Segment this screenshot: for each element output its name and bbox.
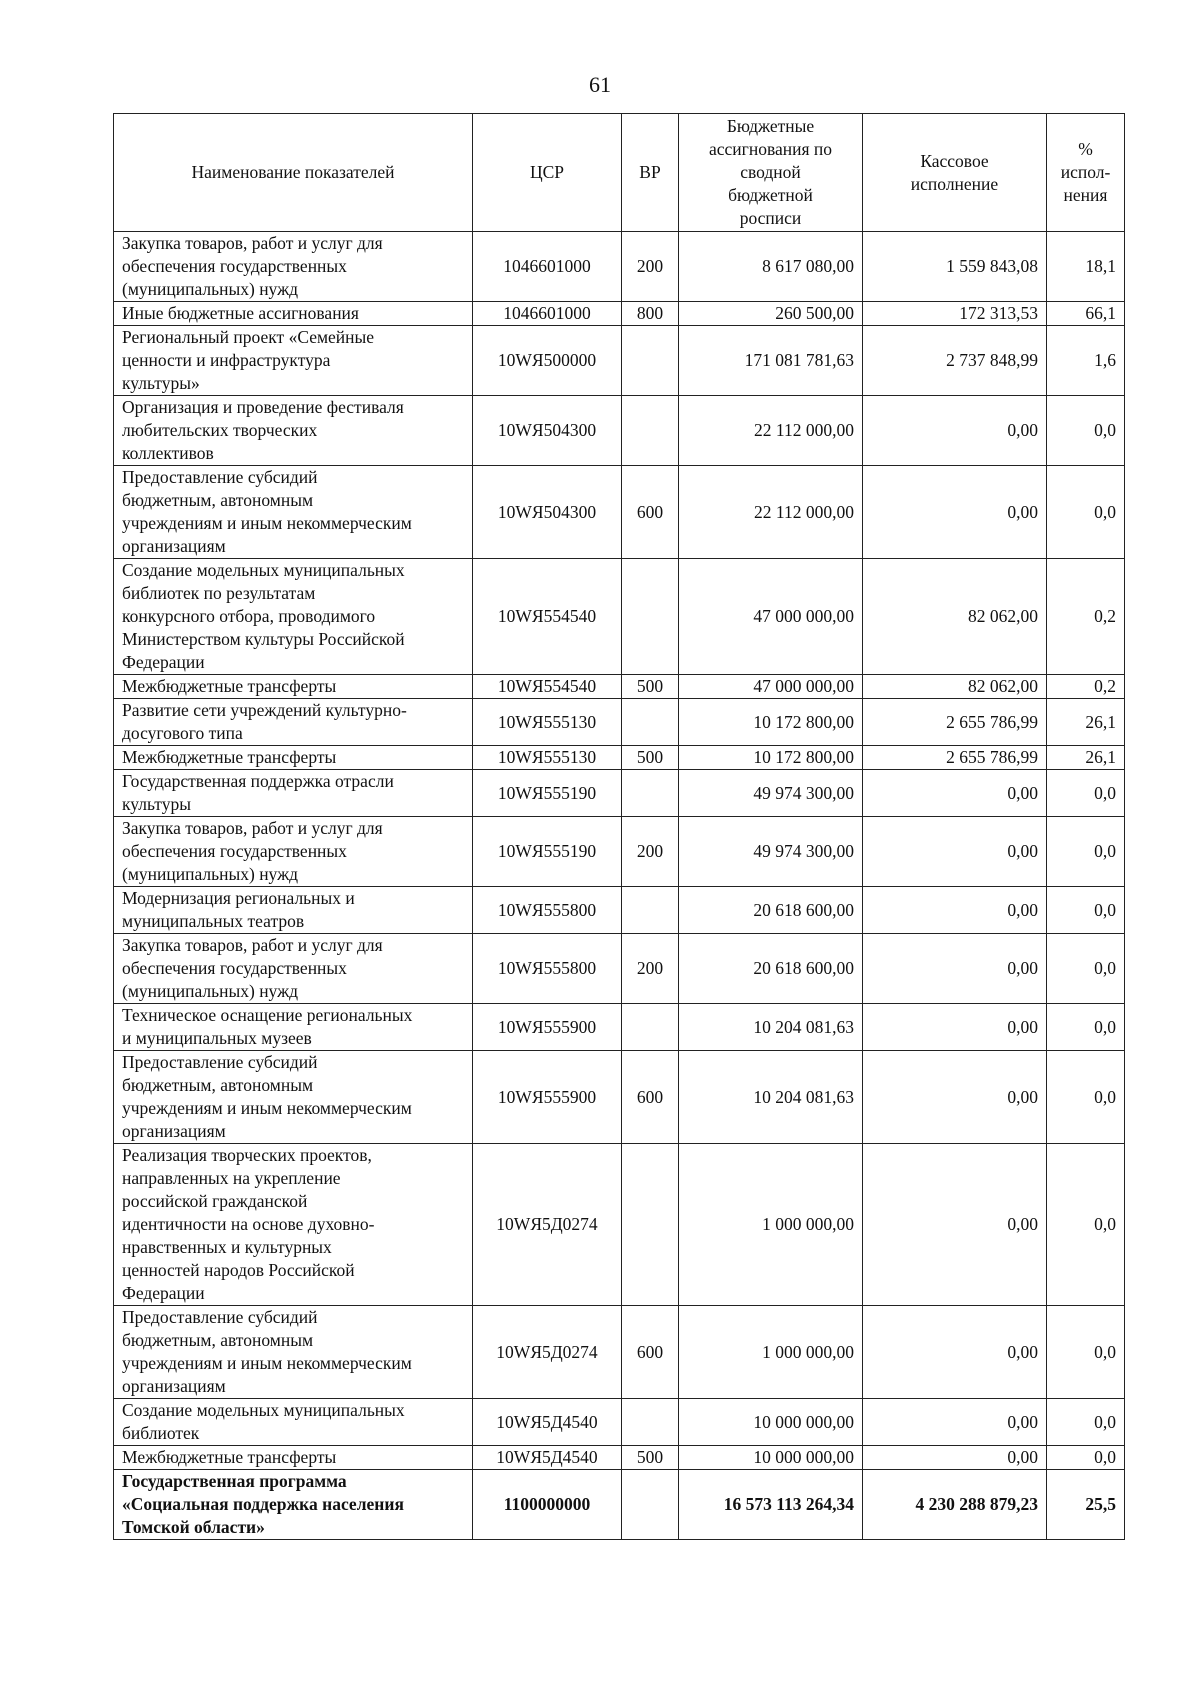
indicator-name-line: обеспечения государственных [122,841,347,861]
indicator-name-line: Министерством культуры Российской [122,629,405,649]
budget-allocation: 10 204 081,63 [679,1051,863,1144]
cash-execution: 0,00 [863,1051,1047,1144]
csr-code: 10WЯ504300 [473,466,622,559]
indicator-name-line: обеспечения государственных [122,958,347,978]
execution-percent: 0,0 [1047,1004,1125,1051]
budget-allocation: 10 172 800,00 [679,746,863,770]
csr-code: 1046601000 [473,232,622,302]
indicator-name-line: Закупка товаров, работ и услуг для [122,233,383,253]
indicator-name-line: Томской области» [122,1517,265,1537]
header-budget [679,114,863,232]
csr-code: 1046601000 [473,302,622,326]
vr-code [622,396,679,466]
indicator-name-line: «Социальная поддержка населения [122,1494,404,1514]
vr-code [622,1399,679,1446]
vr-code: 600 [622,466,679,559]
indicator-name-line: ценности и инфраструктура [122,350,331,370]
budget-allocation: 10 172 800,00 [679,699,863,746]
indicator-name-line: (муниципальных) нужд [122,279,299,299]
indicator-name [114,746,473,770]
indicator-name [114,1144,473,1306]
cash-execution: 0,00 [863,770,1047,817]
table-row [114,746,1125,770]
table-row [114,232,1125,302]
cash-execution: 0,00 [863,934,1047,1004]
indicator-name-line: Региональный проект «Семейные [122,327,375,347]
csr-code: 10WЯ555900 [473,1004,622,1051]
table-row [114,887,1125,934]
table-row [114,326,1125,396]
table-row [114,675,1125,699]
cash-execution: 2 655 786,99 [863,746,1047,770]
cash-execution: 4 230 288 879,23 [863,1470,1047,1540]
indicator-name-line: бюджетным, автономным [122,1330,314,1350]
execution-percent: 0,0 [1047,887,1125,934]
indicator-name-line: организациям [122,1376,226,1396]
indicator-name-line: Создание модельных муниципальных [122,1400,405,1420]
budget-allocation: 1 000 000,00 [679,1144,863,1306]
indicator-name-line: организациям [122,1121,226,1141]
indicator-name [114,1051,473,1144]
indicator-name [114,817,473,887]
header-cash [863,114,1047,232]
execution-percent: 26,1 [1047,699,1125,746]
cash-execution: 0,00 [863,1004,1047,1051]
execution-percent: 0,0 [1047,934,1125,1004]
cash-execution: 2 737 848,99 [863,326,1047,396]
budget-allocation: 22 112 000,00 [679,396,863,466]
execution-percent: 1,6 [1047,326,1125,396]
cash-execution: 0,00 [863,887,1047,934]
budget-allocation: 22 112 000,00 [679,466,863,559]
indicator-name-line: Межбюджетные трансферты [122,747,337,767]
table-header [114,114,1125,232]
header-csr: ЦСР [473,114,622,232]
table-row [114,396,1125,466]
budget-execution-table [113,113,1125,1540]
cash-execution: 172 313,53 [863,302,1047,326]
indicator-name [114,770,473,817]
indicator-name-line: учреждениям и иным некоммерческим [122,1353,412,1373]
table-row [114,1399,1125,1446]
execution-percent: 18,1 [1047,232,1125,302]
header-percent-line: % [1078,139,1093,159]
header-budget-line: росписи [739,208,802,228]
vr-code [622,326,679,396]
indicator-name [114,1306,473,1399]
indicator-name [114,396,473,466]
indicator-name-line: Техническое оснащение региональных [122,1005,413,1025]
header-percent-line: нения [1063,185,1108,205]
header-budget-line: сводной [740,162,801,182]
execution-percent: 0,0 [1047,1399,1125,1446]
indicator-name-line: Федерации [122,1283,205,1303]
indicator-name [114,887,473,934]
budget-allocation: 1 000 000,00 [679,1306,863,1399]
budget-allocation: 10 000 000,00 [679,1446,863,1470]
indicator-name-line: направленных на укрепление [122,1168,341,1188]
vr-code [622,770,679,817]
csr-code: 1100000000 [473,1470,622,1540]
indicator-name [114,232,473,302]
header-budget-line: ассигнования по [708,139,833,159]
execution-percent: 25,5 [1047,1470,1125,1540]
cash-execution: 0,00 [863,396,1047,466]
table-row [114,770,1125,817]
indicator-name-line: Межбюджетные трансферты [122,1447,337,1467]
vr-code: 200 [622,817,679,887]
vr-code [622,559,679,675]
indicator-name-line: библиотек [122,1423,200,1443]
csr-code: 10WЯ554540 [473,559,622,675]
table-row [114,302,1125,326]
vr-code [622,1470,679,1540]
budget-allocation: 16 573 113 264,34 [679,1470,863,1540]
csr-code: 10WЯ555190 [473,770,622,817]
cash-execution: 0,00 [863,1306,1047,1399]
budget-allocation: 260 500,00 [679,302,863,326]
indicator-name-line: коллективов [122,443,214,463]
indicator-name-line: Закупка товаров, работ и услуг для [122,818,383,838]
cash-execution: 0,00 [863,1446,1047,1470]
vr-code: 200 [622,934,679,1004]
table-row [114,1446,1125,1470]
vr-code: 200 [622,232,679,302]
table-row [114,466,1125,559]
indicator-name [114,934,473,1004]
table-row [114,1051,1125,1144]
indicator-name-line: конкурсного отбора, проводимого [122,606,376,626]
indicator-name-line: обеспечения государственных [122,256,347,276]
indicator-name-line: нравственных и культурных [122,1237,332,1257]
header-name: Наименование показателей [114,114,473,232]
indicator-name-line: идентичности на основе духовно- [122,1214,375,1234]
cash-execution: 1 559 843,08 [863,232,1047,302]
header-row [114,114,1125,232]
budget-allocation: 49 974 300,00 [679,817,863,887]
indicator-name-line: Федерации [122,652,205,672]
indicator-name-line: любительских творческих [122,420,318,440]
csr-code: 10WЯ555190 [473,817,622,887]
budget-allocation: 47 000 000,00 [679,675,863,699]
vr-code [622,887,679,934]
indicator-name-line: бюджетным, автономным [122,490,314,510]
csr-code: 10WЯ5Д0274 [473,1144,622,1306]
header-vr: ВР [622,114,679,232]
indicator-name [114,675,473,699]
indicator-name-line: библиотек по результатам [122,583,316,603]
indicator-name [114,302,473,326]
vr-code [622,1004,679,1051]
indicator-name-line: ценностей народов Российской [122,1260,355,1280]
indicator-name [114,1446,473,1470]
table-row [114,934,1125,1004]
header-budget-line: Бюджетные [726,116,815,136]
csr-code: 10WЯ555130 [473,699,622,746]
budget-allocation: 8 617 080,00 [679,232,863,302]
header-cash-line: исполнение [910,173,999,194]
cash-execution: 0,00 [863,817,1047,887]
indicator-name-line: Модернизация региональных и [122,888,355,908]
execution-percent: 0,0 [1047,1306,1125,1399]
indicator-name-line: учреждениям и иным некоммерческим [122,1098,412,1118]
indicator-name-line: Организация и проведение фестиваля [122,397,404,417]
table-body [114,232,1125,1540]
indicator-name [114,699,473,746]
execution-percent: 0,0 [1047,466,1125,559]
header-percent-line: испол- [1060,162,1111,182]
cash-execution: 2 655 786,99 [863,699,1047,746]
indicator-name-line: Развитие сети учреждений культурно- [122,700,407,720]
csr-code: 10WЯ5Д4540 [473,1399,622,1446]
header-percent [1047,114,1125,232]
execution-percent: 0,2 [1047,559,1125,675]
indicator-name-line: муниципальных театров [122,911,305,931]
indicator-name [114,559,473,675]
table-row [114,699,1125,746]
vr-code: 500 [622,746,679,770]
execution-percent: 0,0 [1047,396,1125,466]
execution-percent: 0,0 [1047,817,1125,887]
execution-percent: 26,1 [1047,746,1125,770]
vr-code [622,1144,679,1306]
table-row [114,1144,1125,1306]
csr-code: 10WЯ5Д0274 [473,1306,622,1399]
indicator-name-line: (муниципальных) нужд [122,864,299,884]
cash-execution: 0,00 [863,1144,1047,1306]
table-row [114,1306,1125,1399]
budget-allocation: 47 000 000,00 [679,559,863,675]
budget-allocation: 20 618 600,00 [679,934,863,1004]
header-cash-line: Кассовое [920,150,989,171]
indicator-name-line: и муниципальных музеев [122,1028,312,1048]
execution-percent: 66,1 [1047,302,1125,326]
cash-execution: 0,00 [863,466,1047,559]
csr-code: 10WЯ555900 [473,1051,622,1144]
table-row [114,1004,1125,1051]
csr-code: 10WЯ555130 [473,746,622,770]
table-row [114,817,1125,887]
vr-code: 600 [622,1051,679,1144]
csr-code: 10WЯ554540 [473,675,622,699]
indicator-name-line: (муниципальных) нужд [122,981,299,1001]
indicator-name-line: Закупка товаров, работ и услуг для [122,935,383,955]
indicator-name-line: досугового типа [122,723,243,743]
execution-percent: 0,0 [1047,770,1125,817]
indicator-name [114,466,473,559]
execution-percent: 0,0 [1047,1144,1125,1306]
indicator-name-line: Межбюджетные трансферты [122,676,337,696]
execution-percent: 0,0 [1047,1051,1125,1144]
indicator-name-line: Создание модельных муниципальных [122,560,405,580]
vr-code: 800 [622,302,679,326]
vr-code: 500 [622,675,679,699]
indicator-name-line: культуры» [122,373,200,393]
budget-allocation: 10 000 000,00 [679,1399,863,1446]
cash-execution: 82 062,00 [863,559,1047,675]
indicator-name [114,1470,473,1540]
execution-percent: 0,2 [1047,675,1125,699]
budget-allocation: 20 618 600,00 [679,887,863,934]
execution-percent: 0,0 [1047,1446,1125,1470]
indicator-name-line: культуры [122,794,191,814]
vr-code: 500 [622,1446,679,1470]
header-budget-line: бюджетной [728,185,813,205]
indicator-name-line: Иные бюджетные ассигнования [122,303,359,323]
indicator-name [114,1004,473,1051]
vr-code [622,699,679,746]
indicator-name-line: Государственная поддержка отрасли [122,771,394,791]
indicator-name-line: Реализация творческих проектов, [122,1145,372,1165]
indicator-name-line: организациям [122,536,226,556]
cash-execution: 0,00 [863,1399,1047,1446]
csr-code: 10WЯ500000 [473,326,622,396]
indicator-name-line: бюджетным, автономным [122,1075,314,1095]
cash-execution: 82 062,00 [863,675,1047,699]
csr-code: 10WЯ555800 [473,887,622,934]
page-number: 61 [589,72,611,97]
indicator-name-line: российской гражданской [122,1191,308,1211]
table-row [114,559,1125,675]
indicator-name-line: Предоставление субсидий [122,1307,318,1327]
csr-code: 10WЯ504300 [473,396,622,466]
budget-allocation: 49 974 300,00 [679,770,863,817]
indicator-name-line: учреждениям и иным некоммерческим [122,513,412,533]
vr-code: 600 [622,1306,679,1399]
budget-allocation: 10 204 081,63 [679,1004,863,1051]
csr-code: 10WЯ555800 [473,934,622,1004]
indicator-name [114,326,473,396]
table-row [114,1470,1125,1540]
indicator-name [114,1399,473,1446]
indicator-name-line: Предоставление субсидий [122,467,318,487]
indicator-name-line: Предоставление субсидий [122,1052,318,1072]
budget-allocation: 171 081 781,63 [679,326,863,396]
indicator-name-line: Государственная программа [122,1471,347,1491]
csr-code: 10WЯ5Д4540 [473,1446,622,1470]
